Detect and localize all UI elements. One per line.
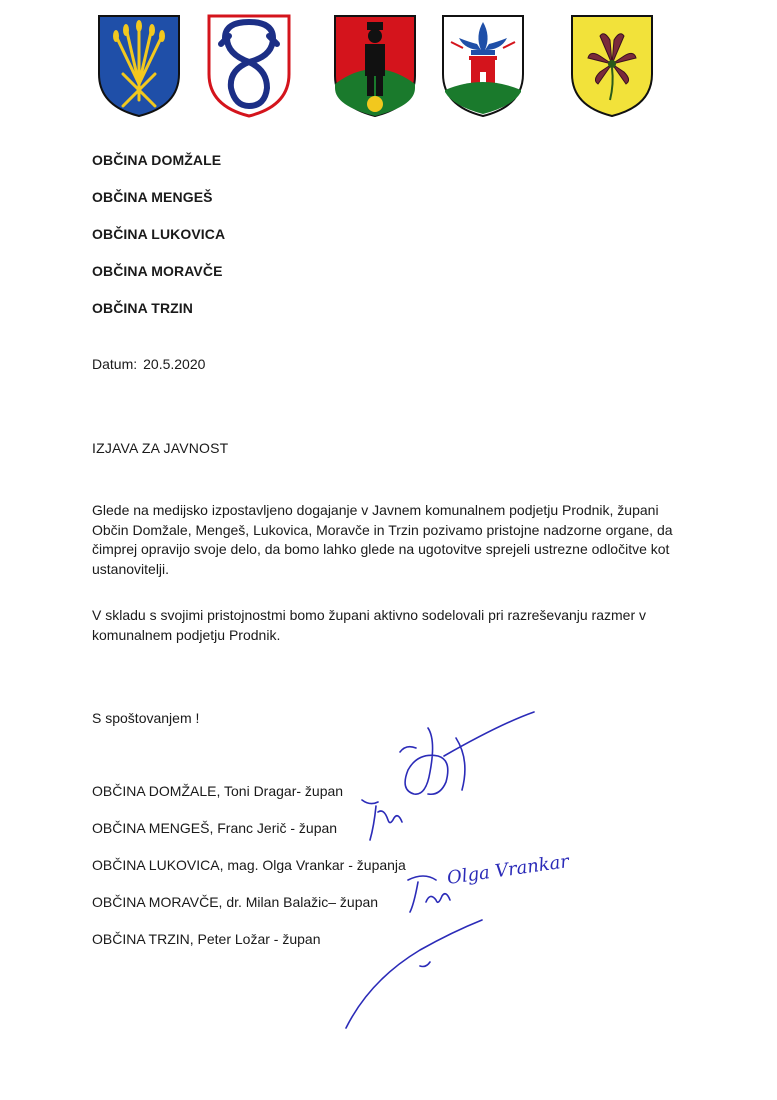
trzin-crest [570,14,654,118]
menges-crest [207,14,291,118]
moravce-crest [441,14,525,118]
municipality-name: OBČINA DOMŽALE [92,152,222,168]
municipality-name: OBČINA LUKOVICA [92,226,226,242]
municipality-list [92,150,225,335]
signatory-line: OBČINA DOMŽALE, Toni Dragar- župan [92,783,344,799]
body-paragraph-1: Glede na medijsko izpostavljeno dogajanje v Javnem komunalnem podjetju Prodnik, župani Občin Domžale, Mengeš, Lukovica, Moravče in Trzin pozivamo pristojne nadzorne organe, da čimprej opravijo svoje delo, da bomo lahko glede na ugotovitve sprejeli ustrezne odločitve kot ustanovitelji. [92,502,673,577]
signature-dragar [400,712,534,794]
signature-balazic [408,876,450,912]
lukovica-crest [333,14,417,118]
coats-of-arms-row [0,14,777,124]
domzale-crest [97,14,181,118]
body-paragraph-2: V skladu s svojimi pristojnostmi bomo župani aktivno sodelovali pri razreševanju razmer v komunalnem podjetju Prodnik. [92,607,647,643]
document-title: IZJAVA ZA JAVNOST [92,440,229,456]
municipality-name: OBČINA MORAVČE [92,263,223,279]
signature-vrankar: Olga Vrankar [445,851,571,889]
municipality-name: OBČINA TRZIN [92,300,194,316]
date-value: 20.5.2020 [143,356,206,372]
signatory-line: OBČINA MORAVČE, dr. Milan Balažic– župan [92,894,379,910]
municipality-name: OBČINA MENGEŠ [92,189,213,205]
signatory-line: OBČINA TRZIN, Peter Ložar - župan [92,931,321,947]
signatory-line: OBČINA MENGEŠ, Franc Jerič - župan [92,820,338,836]
date-label: Datum: [92,356,138,372]
date-line [92,356,205,372]
signatory-list [92,781,406,966]
closing-salutation: S spoštovanjem ! [92,710,200,726]
signatory-line: OBČINA LUKOVICA, mag. Olga Vrankar - županja [92,857,406,873]
